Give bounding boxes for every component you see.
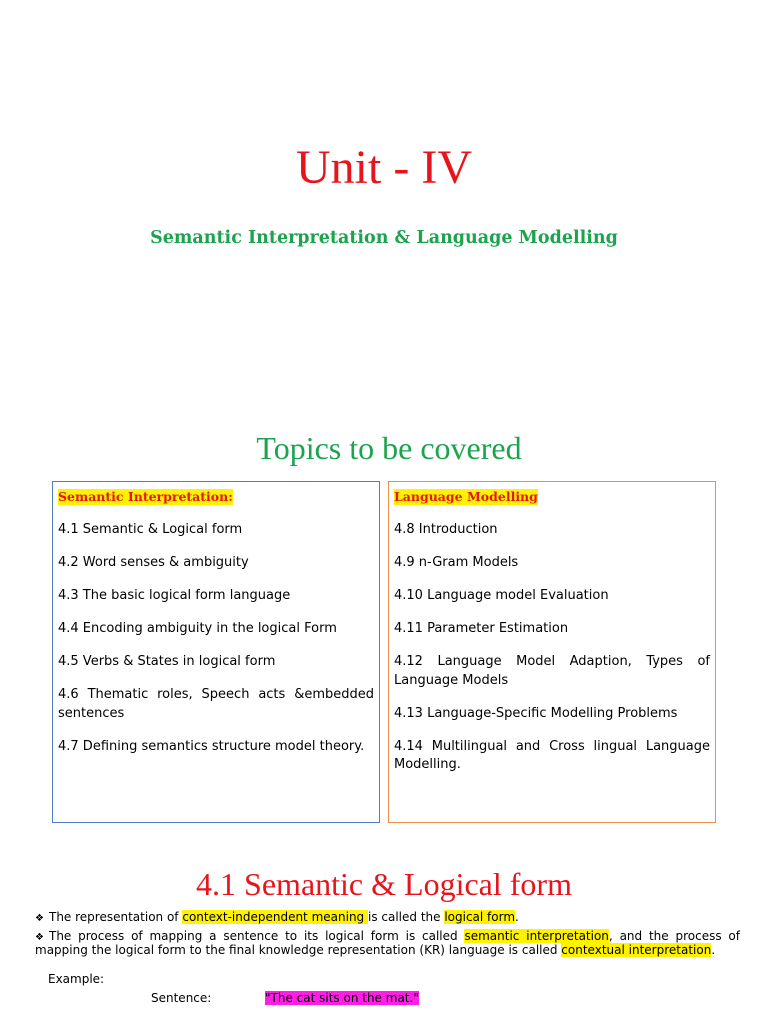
bullet-text: , and the process of mapping the logical form to the final knowledge representation (KR) language is called <box>35 929 740 957</box>
topic-item: 4.11 Parameter Estimation <box>394 621 569 636</box>
topic-item: 4.2 Word senses & ambiguity <box>58 555 249 570</box>
box-heading-language: Language Modelling <box>394 489 538 504</box>
bullet-text: . <box>711 943 716 957</box>
topic-item: 4.6 Thematic roles, Speech acts &embedded sentences <box>58 687 374 721</box>
topic-item: 4.5 Verbs & States in logical form <box>58 654 276 669</box>
bullet-text: The process of mapping a sentence to its logical form is called <box>49 929 465 943</box>
topic-item: 4.10 Language model Evaluation <box>394 588 609 603</box>
topics-heading: Topics to be covered <box>256 430 522 466</box>
topic-item: 4.3 The basic logical form language <box>58 588 291 603</box>
bullet-text: The representation of <box>49 910 183 924</box>
sentence-label: Sentence: <box>151 991 212 1005</box>
highlight-term: logical form <box>444 910 516 924</box>
topic-item: 4.7 Defining semantics structure model theory. <box>58 738 365 754</box>
bullet-semantic-interpretation <box>35 930 740 956</box>
topic-item: 4.14 Multilingual and Cross lingual Language Modelling. <box>394 738 710 772</box>
highlight-term: context-independent meaning <box>182 910 368 924</box>
example-sentence: "The cat sits on the mat." <box>265 991 419 1005</box>
section-heading: 4.1 Semantic & Logical form <box>196 866 572 902</box>
semantic-interpretation-box <box>52 481 380 823</box>
unit-subtitle: Semantic Interpretation & Language Modelling <box>150 228 618 248</box>
topic-item: 4.1 Semantic & Logical form <box>58 522 243 537</box>
highlight-term: contextual interpretation <box>561 943 712 957</box>
bullet-text: is called the <box>367 910 445 924</box>
bullet-diamond-icon: ❖ <box>35 913 44 924</box>
topic-item: 4.13 Language-Specific Modelling Problems <box>394 705 678 721</box>
language-modelling-box <box>388 481 716 823</box>
bullet-logical-form <box>35 911 740 925</box>
example-label: Example: <box>48 972 105 986</box>
topic-item: 4.4 Encoding ambiguity in the logical Form <box>58 621 337 636</box>
box-heading-semantic: Semantic Interpretation: <box>58 489 233 504</box>
topic-item: 4.12 Language Model Adaption, Types of Language Models <box>394 654 710 688</box>
highlight-term: semantic interpretation <box>464 929 609 943</box>
unit-title: Unit - IV <box>296 141 472 194</box>
topic-item: 4.9 n-Gram Models <box>394 555 519 570</box>
bullet-text: . <box>515 910 519 924</box>
sentence-value <box>265 991 419 1005</box>
topic-item: 4.8 Introduction <box>394 522 498 537</box>
bullet-diamond-icon: ❖ <box>35 932 44 943</box>
